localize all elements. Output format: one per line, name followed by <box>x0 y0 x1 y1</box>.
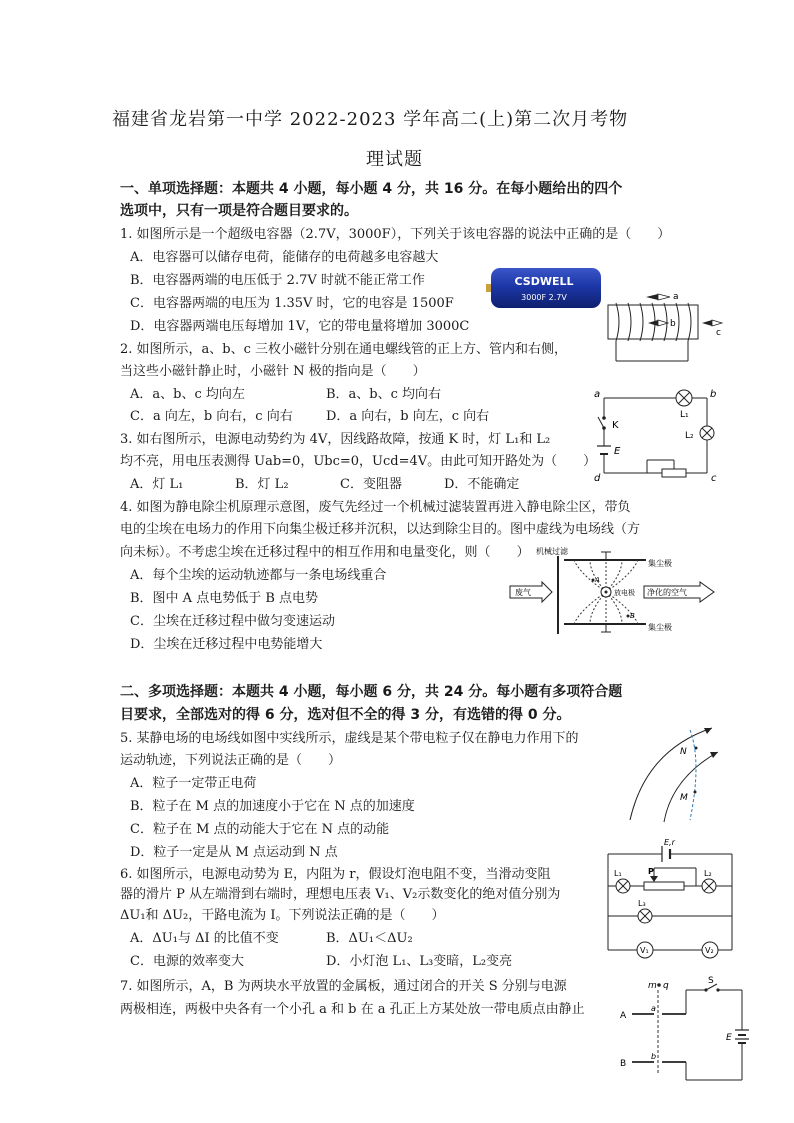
question-3-stem-line2: 均不亮，用电压表测得 Uab=0，Ubc=0，Ucd=4V。由此可知开路处为（ ） <box>120 454 597 469</box>
q4-option-d: D．尘埃在迁移过程中电势能增大 <box>130 637 323 652</box>
question-6-stem-line1: 6. 如图所示，电源电动势为 E，内阻为 r，假设灯泡电阻不变，当滑动变阻 <box>120 867 551 882</box>
plates-q7-figure <box>614 974 750 1086</box>
section2-heading-line2: 目要求，全部选对的得 6 分，选对但不全的得 3 分，有选错的得 0 分。 <box>120 707 571 723</box>
switch-k <box>598 416 606 430</box>
question-3-stem-line1: 3. 如右图所示，电源电动势约为 4V，因线路故障，按通 K 时，灯 L₁和 L₂ <box>120 432 551 447</box>
page-title-line1: 福建省龙岩第一中学 2022-2023 学年高二(上)第二次月考物 <box>112 109 629 130</box>
q3-option-d: D．不能确定 <box>444 477 520 492</box>
battery-e <box>735 1030 749 1043</box>
q4-option-b: B．图中 A 点电势低于 B 点电势 <box>130 591 319 606</box>
section1-heading-line2: 选项中，只有一项是符合题目要求的。 <box>120 203 358 219</box>
label-hole-b: b <box>651 1052 657 1061</box>
q6-option-d: D．小灯泡 L₁、L₃变暗，L₂变亮 <box>326 954 513 969</box>
label-e: E <box>726 1033 732 1043</box>
lamp-l2 <box>702 879 716 893</box>
question-1-stem: 1. 如图所示是一个超级电容器（2.7V，3000F），下列关于该电容器的说法中正确的是（ ） <box>120 227 671 242</box>
question-7-stem-line1: 7. 如图所示，A，B 为两块水平放置的金属板，通过闭合的开关 S 分别与电源 <box>120 979 567 994</box>
section2-heading-line1: 二、多项选择题：本题共 4 小题，每小题 6 分，共 24 分。每小题有多项符合题 <box>120 684 623 700</box>
q5-option-c: C．粒子在 M 点的动能大于它在 N 点的动能 <box>130 822 390 837</box>
label-b: b <box>670 319 676 329</box>
compass-needle-a <box>646 294 670 300</box>
label-m: m <box>648 981 657 991</box>
question-5-stem-line2: 运动轨迹，下列说法正确的是（ ） <box>120 753 342 768</box>
question-2-stem-line1: 2. 如图所示，a、b、c 三枚小磁针分别在通电螺线管的正上方、管内和右侧， <box>120 342 568 357</box>
label-d: d <box>594 473 601 484</box>
compass-needle-b <box>648 320 668 326</box>
label-v2: V₂ <box>705 946 714 955</box>
capacitor-brand: CSDWELL <box>514 275 574 288</box>
q2-option-d: D．a 向右，b 向左，c 向右 <box>326 409 490 424</box>
question-6-stem-line2: 器的滑片 P 从左端滑到右端时，理想电压表 V₁、V₂示数变化的绝对值分别为 <box>120 887 561 902</box>
label-filter: 机械过滤 <box>536 547 568 556</box>
lamp-l2 <box>700 426 714 440</box>
q3-option-c: C．变阻器 <box>340 477 402 492</box>
label-clean-air: 净化的空气 <box>647 588 687 597</box>
q2-option-a: A．a、b、c 均向左 <box>130 387 245 402</box>
circuit-q6-figure <box>600 838 740 970</box>
battery-e <box>597 446 611 454</box>
q5-option-b: B．粒子在 M 点的加速度小于它在 N 点的加速度 <box>130 799 415 814</box>
label-c: c <box>716 328 721 338</box>
question-7-stem-line2: 两极相连，两极中央各有一个小孔 a 和 b 在 a 孔正上方某处放一带电质点由静止 <box>120 1002 585 1017</box>
label-waste-gas: 废气 <box>515 588 531 597</box>
label-a: a <box>673 292 679 302</box>
question-4-stem-line2: 电的尘埃在电场力的作用下向集尘极迁移并沉积，以达到除尘目的。图中虚线为电场线（方 <box>120 522 641 537</box>
q1-option-b: B．电容器两端的电压低于 2.7V 时就不能正常工作 <box>130 273 425 288</box>
section1-heading-line1: 一、单项选择题：本题共 4 小题，每小题 4 分，共 16 分。在每小题给出的四个 <box>120 181 623 197</box>
label-l3: L₃ <box>638 899 646 908</box>
label-l2: L₂ <box>704 869 712 878</box>
field-line-2-arrow <box>710 752 718 758</box>
label-l1: L₁ <box>680 410 689 420</box>
label-l2: L₂ <box>685 431 694 441</box>
q1-option-a: A．电容器可以储存电荷，能储存的电荷越多电容越大 <box>130 250 439 265</box>
capacitor-spec: 3000F 2.7V <box>521 293 567 302</box>
discharge-electrode-core <box>605 591 608 594</box>
q5-option-d: D．粒子一定是从 M 点运动到 N 点 <box>130 845 338 860</box>
q3-option-a: A．灯 L₁ <box>130 477 184 492</box>
particle <box>657 983 661 987</box>
label-plate-a: A <box>620 1011 627 1021</box>
question-5-stem-line1: 5. 某静电场的电场线如图中实线所示，虚线是某个带电粒子仅在静电力作用下的 <box>120 731 579 746</box>
q2-option-c: C．a 向左，b 向右，c 向右 <box>130 409 293 424</box>
label-discharge: 放电极 <box>614 589 635 597</box>
label-point-a: A <box>595 576 600 584</box>
label-v1: V₁ <box>640 946 649 955</box>
q4-option-c: C．尘埃在迁移过程中做匀变速运动 <box>130 614 335 629</box>
point-n <box>695 747 698 750</box>
field-lines-figure <box>622 722 722 826</box>
label-n: N <box>680 747 687 757</box>
field-line-1 <box>630 728 712 820</box>
trajectory <box>690 730 696 820</box>
label-plate-b: B <box>620 1059 627 1069</box>
label-l1: L₁ <box>614 869 622 878</box>
label-collector-top: 集尘极 <box>648 559 672 568</box>
lamp-l1 <box>676 390 692 406</box>
q6-option-c: C．电源的效率变大 <box>130 954 244 969</box>
field-line-2 <box>664 752 718 822</box>
q6-option-a: A．ΔU₁与 ΔI 的比值不变 <box>130 931 279 946</box>
label-c: c <box>711 473 717 484</box>
slider-p <box>650 876 658 882</box>
lamp-l1 <box>616 879 630 893</box>
label-q: q <box>663 981 669 991</box>
rheostat <box>647 460 686 477</box>
supercapacitor-figure <box>486 266 606 312</box>
label-e: E <box>614 446 621 457</box>
label-hole-a: a <box>651 1004 656 1013</box>
question-4-stem-line3: 向未标）。不考虑尘埃在迁移过程中的相互作用和电量变化，则（ ） <box>120 545 530 560</box>
field-line-1-arrow <box>704 728 712 734</box>
circuit-q3-figure <box>592 388 722 483</box>
page-title-line2: 理试题 <box>366 149 423 170</box>
circuit-q6-wires <box>608 854 732 950</box>
precipitator-figure <box>510 544 716 636</box>
label-point-b: B <box>630 612 635 620</box>
q6-option-b: B．ΔU₁＜ΔU₂ <box>326 931 413 946</box>
capacitor-body <box>491 268 601 308</box>
label-k: K <box>612 420 619 431</box>
label-m: M <box>680 793 688 803</box>
q4-option-a: A．每个尘埃的运动轨迹都与一条电场线重合 <box>130 568 387 583</box>
lamp-l3 <box>638 909 652 923</box>
question-4-stem-line1: 4. 如图为静电除尘机原理示意图，废气先经过一个机械过滤装置再进入静电除尘区，带负 <box>120 500 631 515</box>
battery <box>662 846 670 862</box>
compass-needle-c <box>702 320 722 326</box>
label-s: S <box>708 976 714 986</box>
q5-option-a: A．粒子一定带正电荷 <box>130 776 257 791</box>
q1-option-d: D．电容器两端电压每增加 1V，它的带电量将增加 3000C <box>130 319 470 334</box>
label-p: P <box>648 867 654 876</box>
q1-option-c: C．电容器两端的电压为 1.35V 时，它的电容是 1500F <box>130 296 454 311</box>
label-emf: E,r <box>664 838 675 847</box>
solenoid-figure <box>598 285 738 365</box>
point-m <box>694 791 697 794</box>
q3-option-b: B．灯 L₂ <box>235 477 289 492</box>
question-2-stem-line2: 当这些小磁针静止时，小磁针 N 极的指向是（ ） <box>120 364 426 379</box>
plates-q7-wires <box>686 990 742 1080</box>
question-6-stem-line3: ΔU₁和 ΔU₂，干路电流为 I。下列说法正确的是（ ） <box>120 908 445 923</box>
label-b: b <box>710 389 717 400</box>
label-collector-bottom: 集尘极 <box>648 623 672 632</box>
label-a: a <box>594 389 601 400</box>
q2-option-b: B．a、b、c 均向右 <box>326 387 442 402</box>
rheostat <box>644 882 684 890</box>
